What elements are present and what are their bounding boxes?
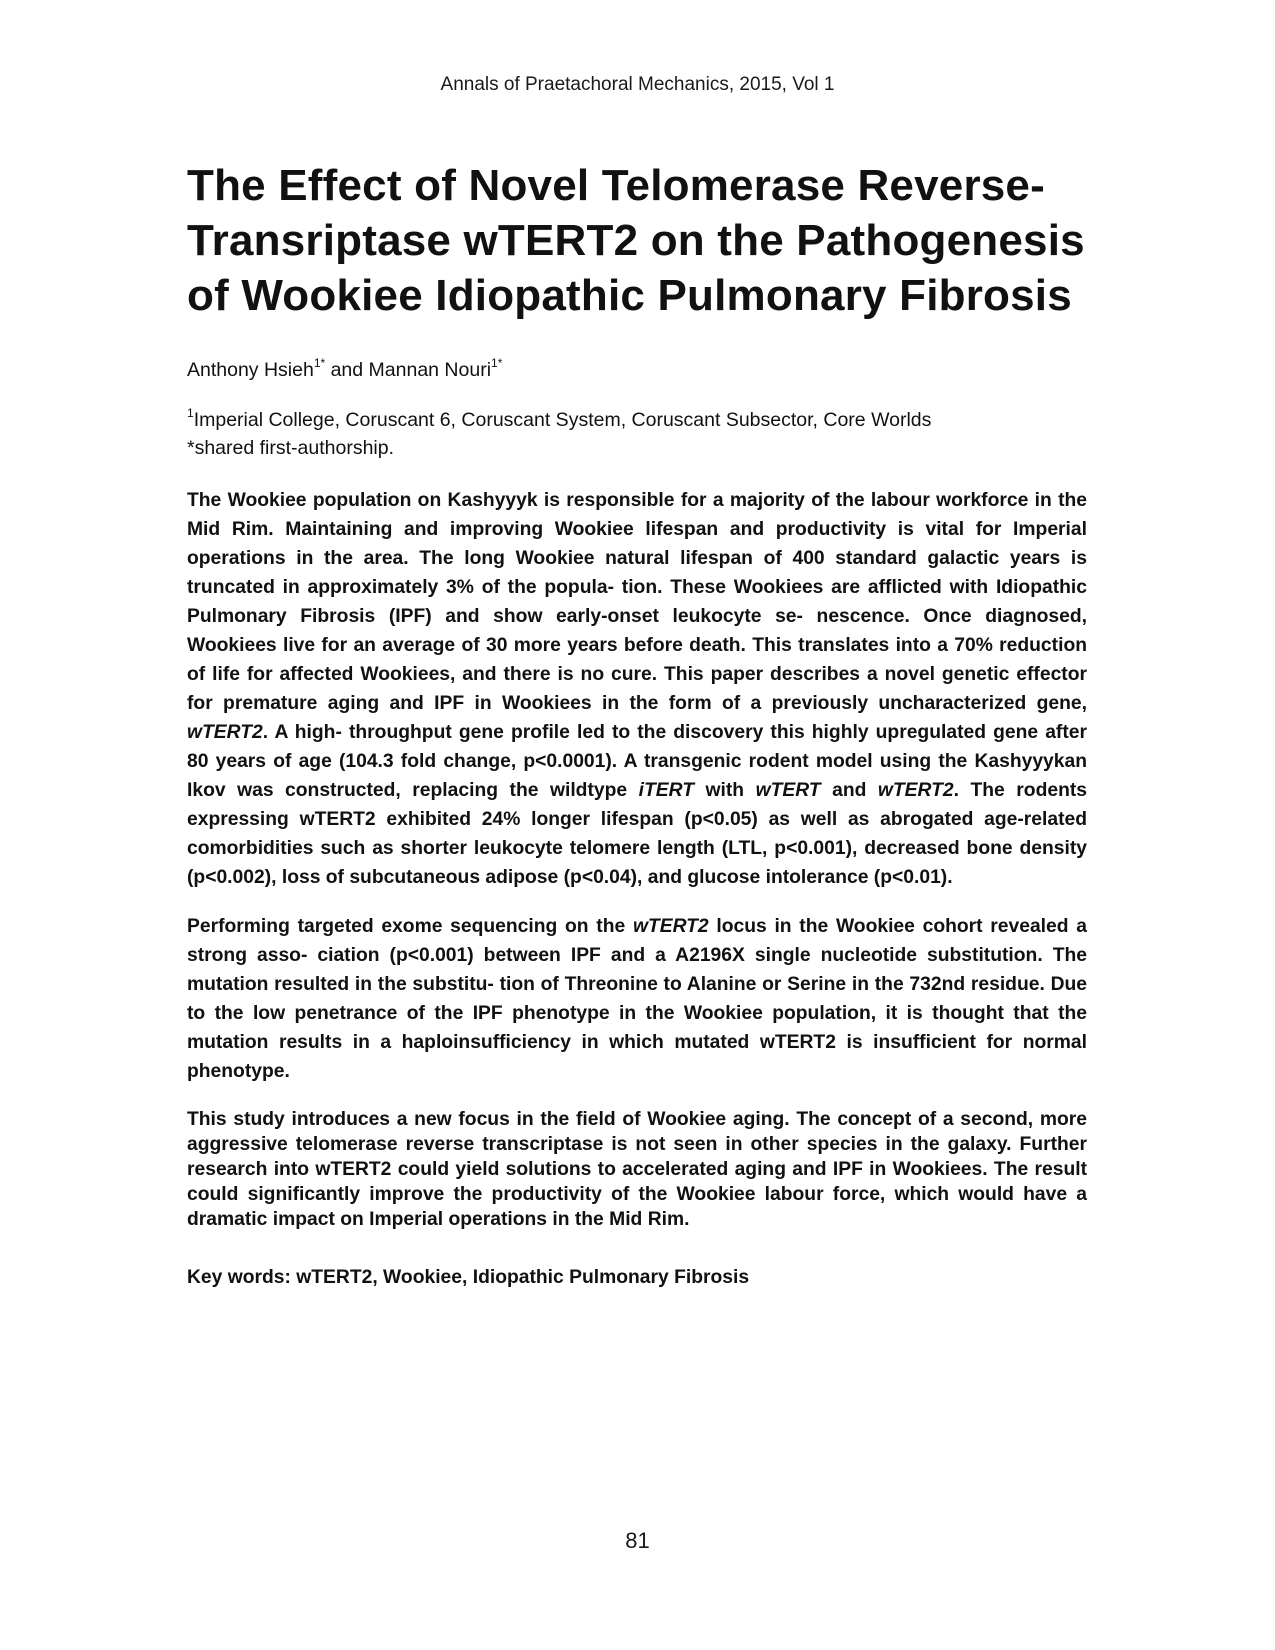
gene-name: wTERT2 <box>632 916 709 937</box>
author-name: Anthony Hsieh <box>187 359 314 381</box>
page-number: 81 <box>625 1528 650 1553</box>
author-name: Mannan Nouri <box>368 359 492 381</box>
author-affiliation-mark: 1* <box>491 356 503 370</box>
author-affiliation-mark: 1* <box>313 356 326 370</box>
affiliation-mark: 1 <box>187 406 194 420</box>
abstract-text: with <box>693 780 756 801</box>
abstract-paragraph <box>187 912 1087 1086</box>
gene-name: iTERT <box>638 780 694 801</box>
abstract-text: Performing targeted exome sequencing on the <box>187 916 633 937</box>
gene-name: wTERT <box>755 780 821 801</box>
author-list <box>187 357 1087 383</box>
abstract-paragraph <box>187 486 1087 892</box>
authorship-note: *shared first-authorship. <box>187 437 395 459</box>
abstract-paragraph: This study introduces a new focus in the field of Wookiee aging. The concept of a second, more aggressive telomerase reverse transcriptase is not seen in other species in the galaxy. Further research into wTERT2 could yield solutions to accelerated aging and IPF in Wookiees. The result could significantly improve the productivity of the Wookiee labour force, which would have a dramatic impact on Imperial operations in the Mid Rim. <box>187 1109 1087 1230</box>
running-head: Annals of Praetachoral Mechanics, 2015, Vol 1 <box>440 74 835 95</box>
gene-name: wTERT2 <box>877 780 954 801</box>
affiliation-line <box>187 406 1087 434</box>
abstract <box>187 486 1087 1232</box>
abstract-text: locus in the Wookiee cohort revealed a strong asso- ciation (p<0.001) between IPF and a A2196X single nucleotide substitution. The mutation resulted in the substitu- tion of Threonine to Alanine or Serine in the 732nd residue. Due to the low penetrance of the IPF phenotype in the Wookiee population, it is thought that the mutation results in a haploinsufficiency in which mutated wTERT2 is insufficient for normal phenotype. <box>187 916 1087 1082</box>
affiliation-text: Imperial College, Coruscant 6, Coruscant System, Coruscant Subsector, Core Worlds <box>193 409 932 431</box>
gene-name: wTERT2 <box>187 722 263 743</box>
abstract-text: . A high- throughput gene profile led to the discovery this highly upregulated gene after 80 years of age (104.3 fold change, p<0.0001). A transgenic rodent model using the Kashyyykan Ikov was constructed, replacing the wildtype <box>187 722 1087 801</box>
author-connector: and <box>325 359 369 381</box>
abstract-text: . The rodents expressing wTERT2 exhibited 24% longer lifespan (p<0.05) as well as abrogated age-related comorbidities such as shorter leukocyte telomere length (LTL, p<0.001), decreased bone density (p<0.002), loss of subcutaneous adipose (p<0.04), and glucose intolerance (p<0.01). <box>187 780 1087 888</box>
article-title: The Effect of Novel Telomerase Reverse-Transriptase wTERT2 on the Pathogenesis of Wookiee Idiopathic Pulmonary Fibrosis <box>187 161 1085 320</box>
abstract-text: and <box>820 780 878 801</box>
keywords: Key words: wTERT2, Wookiee, Idiopathic Pulmonary Fibrosis <box>187 1267 750 1288</box>
article-body <box>187 158 1087 1291</box>
abstract-text: The Wookiee population on Kashyyyk is responsible for a majority of the labour workforce in the Mid Rim. Maintaining and improving Wookiee lifespan and productivity is vital for Imperial operations in the area. The long Wookiee natural lifespan of 400 standard galactic years is truncated in approximately 3% of the popula- tion. These Wookiees are afflicted with Idiopathic Pulmonary Fibrosis (IPF) and show early-onset leukocyte se- nescence. Once diagnosed, Wookiees live for an average of 30 more years before death. This translates into a 70% reduction of life for affected Wookiees, and there is no cure. This paper describes a novel genetic effector for premature aging and IPF in Wookiees in the form of a previously uncharacterized gene, <box>187 490 1087 714</box>
affiliation-block <box>187 406 1087 462</box>
